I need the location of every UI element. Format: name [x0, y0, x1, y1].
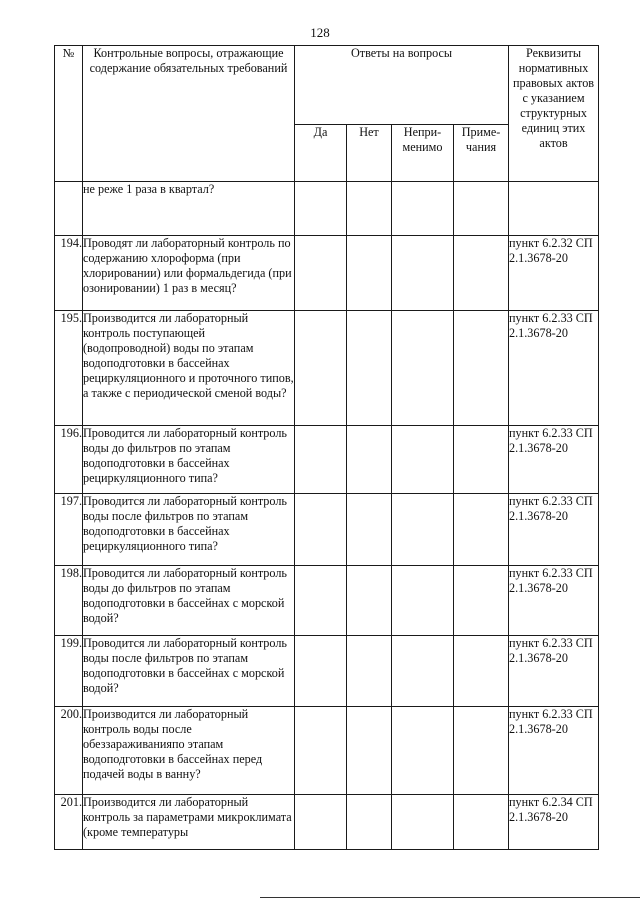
- row-requisites: пункт 6.2.33 СП 2.1.3678-20: [509, 494, 599, 566]
- answer-notes-cell: [454, 494, 509, 566]
- answer-yes-cell: [295, 311, 347, 426]
- header-answers: Ответы на вопросы: [295, 46, 509, 125]
- answer-notes-cell: [454, 182, 509, 236]
- table-row: [55, 236, 599, 311]
- answer-yes-cell: [295, 795, 347, 850]
- table-row: [55, 182, 599, 236]
- table-row: [55, 311, 599, 426]
- row-number: 201.: [55, 795, 83, 850]
- row-requisites: пункт 6.2.32 СП 2.1.3678-20: [509, 236, 599, 311]
- row-requisites: пункт 6.2.34 СП 2.1.3678-20: [509, 795, 599, 850]
- table-row: [55, 566, 599, 636]
- row-requisites: пункт 6.2.33 СП 2.1.3678-20: [509, 636, 599, 707]
- answer-na-cell: [392, 426, 454, 494]
- header-question: Контрольные вопросы, отражающие содержание обязательных требований: [83, 46, 295, 182]
- answer-notes-cell: [454, 707, 509, 795]
- answer-no-cell: [347, 426, 392, 494]
- answer-na-cell: [392, 494, 454, 566]
- answer-na-cell: [392, 182, 454, 236]
- row-requisites: [509, 182, 599, 236]
- row-question: Проводится ли лабораторный контроль воды до фильтров по этапам водоподготовки в бассейнах рециркуляционного типа?: [83, 426, 295, 494]
- row-number: 200.: [55, 707, 83, 795]
- row-question: Проводится ли лабораторный контроль воды после фильтров по этапам водоподготовки в бассейнах с морской водой?: [83, 636, 295, 707]
- requirements-table: [54, 45, 599, 850]
- row-question: Производится ли лабораторный контроль поступающей (водопроводной) воды по этапам водоподготовки в бассейнах рециркуляционного и проточного типов, а также с периодической сменой воды?: [83, 311, 295, 426]
- answer-no-cell: [347, 795, 392, 850]
- table-row: [55, 426, 599, 494]
- answer-yes-cell: [295, 426, 347, 494]
- answer-na-cell: [392, 311, 454, 426]
- row-number: 194.: [55, 236, 83, 311]
- row-number: 197.: [55, 494, 83, 566]
- page-number: 128: [310, 25, 330, 40]
- answer-notes-cell: [454, 795, 509, 850]
- answer-yes-cell: [295, 636, 347, 707]
- answer-notes-cell: [454, 236, 509, 311]
- header-not-applicable: Непри- менимо: [392, 125, 454, 182]
- row-question: Производится ли лабораторный контроль воды после обеззараживанияпо этапам водоподготовки в бассейнах перед подачей воды в ванну?: [83, 707, 295, 795]
- answer-na-cell: [392, 566, 454, 636]
- row-question: Проводят ли лабораторный контроль по содержанию хлороформа (при хлорировании) или формальдегида (при озонировании) 1 раз в месяц?: [83, 236, 295, 311]
- page-bottom-line: [260, 897, 640, 898]
- answer-notes-cell: [454, 311, 509, 426]
- table-row: [55, 494, 599, 566]
- answer-notes-cell: [454, 566, 509, 636]
- answer-na-cell: [392, 707, 454, 795]
- row-number: 199.: [55, 636, 83, 707]
- answer-yes-cell: [295, 182, 347, 236]
- table-row: [55, 707, 599, 795]
- header-requisites: Реквизиты нормативных правовых актов с указанием структурных единиц этих актов: [509, 46, 599, 182]
- answer-notes-cell: [454, 636, 509, 707]
- table-row: [55, 636, 599, 707]
- answer-yes-cell: [295, 236, 347, 311]
- answer-no-cell: [347, 566, 392, 636]
- header-no: Нет: [347, 125, 392, 182]
- answer-yes-cell: [295, 566, 347, 636]
- row-number: 196.: [55, 426, 83, 494]
- row-question: Проводится ли лабораторный контроль воды после фильтров по этапам водоподготовки в бассейнах рециркуляционного типа?: [83, 494, 295, 566]
- answer-no-cell: [347, 636, 392, 707]
- row-requisites: пункт 6.2.33 СП 2.1.3678-20: [509, 707, 599, 795]
- answer-na-cell: [392, 636, 454, 707]
- answer-no-cell: [347, 311, 392, 426]
- row-number: 195.: [55, 311, 83, 426]
- header-yes: Да: [295, 125, 347, 182]
- row-number: [55, 182, 83, 236]
- row-requisites: пункт 6.2.33 СП 2.1.3678-20: [509, 311, 599, 426]
- table-row: [55, 795, 599, 850]
- row-requisites: пункт 6.2.33 СП 2.1.3678-20: [509, 566, 599, 636]
- answer-yes-cell: [295, 707, 347, 795]
- row-requisites: пункт 6.2.33 СП 2.1.3678-20: [509, 426, 599, 494]
- row-question: Производится ли лабораторный контроль за параметрами микроклимата (кроме температуры: [83, 795, 295, 850]
- row-question: не реже 1 раза в квартал?: [83, 182, 295, 236]
- row-number: 198.: [55, 566, 83, 636]
- header-notes: Приме- чания: [454, 125, 509, 182]
- answer-no-cell: [347, 494, 392, 566]
- header-num: №: [55, 46, 83, 182]
- row-question: Проводится ли лабораторный контроль воды до фильтров по этапам водоподготовки в бассейнах с морской водой?: [83, 566, 295, 636]
- answer-no-cell: [347, 182, 392, 236]
- answer-notes-cell: [454, 426, 509, 494]
- answer-na-cell: [392, 795, 454, 850]
- answer-no-cell: [347, 236, 392, 311]
- answer-yes-cell: [295, 494, 347, 566]
- answer-na-cell: [392, 236, 454, 311]
- answer-no-cell: [347, 707, 392, 795]
